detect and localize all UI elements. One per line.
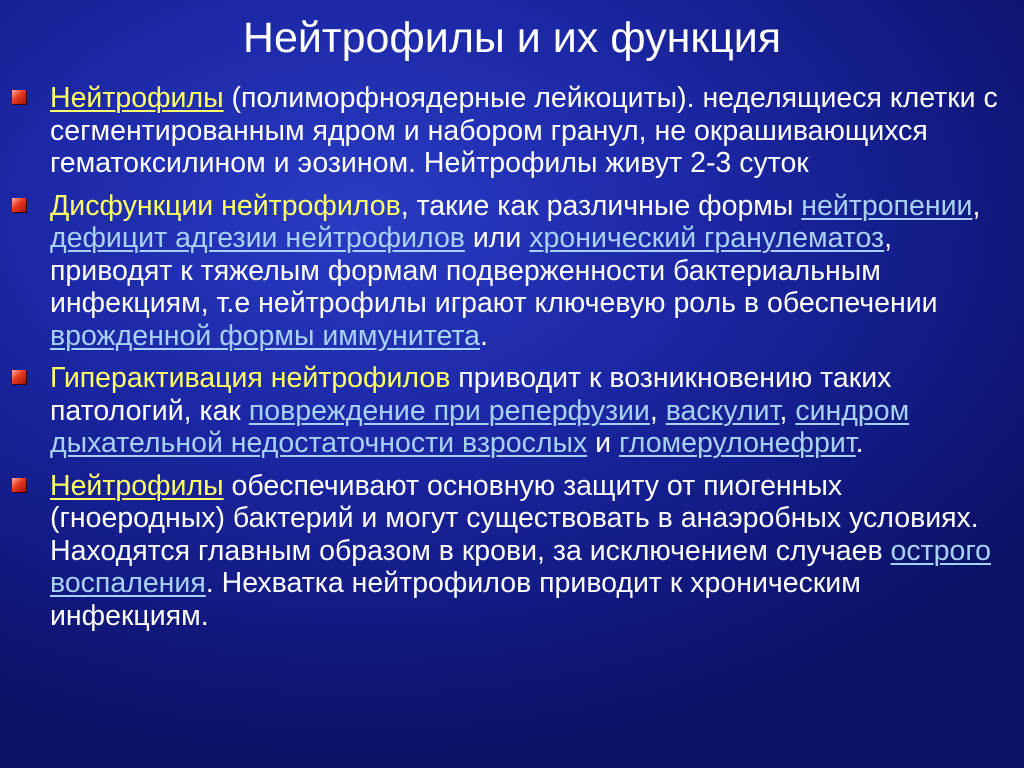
bullet-text: , (649, 394, 666, 427)
bullet-text: приводит к возникновению таких патологий, как (50, 362, 892, 427)
bullet-text: (полиморфноядерные лейкоциты). неделящиеся клетки с сегментированным ядром и набором гранул, не окрашивающихся гематоксилином и эозином. Нейтрофилы живут 2-3 суток (50, 82, 998, 179)
bullet-text: , приводят к тяжелым формам подверженности бактериальным инфекциям, т.е нейтрофилы играют ключевую роль в обеспечении (50, 222, 938, 319)
term-link[interactable]: повреждение при реперфузии (248, 394, 650, 427)
bullet-text: обеспечивают основную защиту от пиогенных (гноеродных) бактерий и могут существовать в анаэробных условиях. Находятся главным образом в крови, за исключением случаев (50, 469, 979, 567)
term-link[interactable]: хронический гранулематоз (529, 222, 885, 254)
bullet-item (50, 190, 1005, 353)
red-square-bullet-icon (12, 478, 26, 492)
term-link[interactable]: васкулит (665, 394, 780, 427)
bullet-text: или (464, 222, 530, 254)
bullet-item (50, 362, 1005, 460)
red-square-bullet-icon (12, 198, 26, 212)
red-square-bullet-icon (12, 90, 26, 104)
highlight-term: Дисфункции нейтрофилов (50, 189, 401, 222)
term-link[interactable]: врожденной формы иммунитета (50, 319, 480, 352)
bullet-text: и (587, 427, 619, 459)
term-link[interactable]: дефицит адгезии нейтрофилов (50, 222, 465, 254)
highlight-term: Гиперактивация нейтрофилов (50, 362, 451, 394)
bullet-text: . Нехватка нейтрофилов приводит к хроническим инфекциям. (50, 567, 861, 632)
bullet-text: , (972, 189, 981, 222)
bullet-text: . (479, 319, 488, 352)
bullet-item (50, 82, 1005, 180)
term-link[interactable]: синдром дыхательной недостаточности взрослых (50, 394, 910, 459)
red-square-bullet-icon (12, 370, 26, 384)
term-link[interactable]: острого воспаления (50, 534, 992, 599)
term-link[interactable]: гломерулонефрит (618, 427, 856, 459)
slide-title: Нейтрофилы и их функция (242, 14, 782, 62)
highlight-term-link[interactable]: Нейтрофилы (50, 469, 224, 502)
bullet-text: , такие как различные формы (400, 189, 802, 222)
highlight-term-link[interactable]: Нейтрофилы (50, 82, 224, 114)
bullet-list (50, 82, 1005, 642)
bullet-item (50, 470, 1005, 633)
term-link[interactable]: нейтропении (801, 189, 973, 222)
bullet-text: . (855, 427, 864, 459)
bullet-text: , (779, 394, 796, 427)
